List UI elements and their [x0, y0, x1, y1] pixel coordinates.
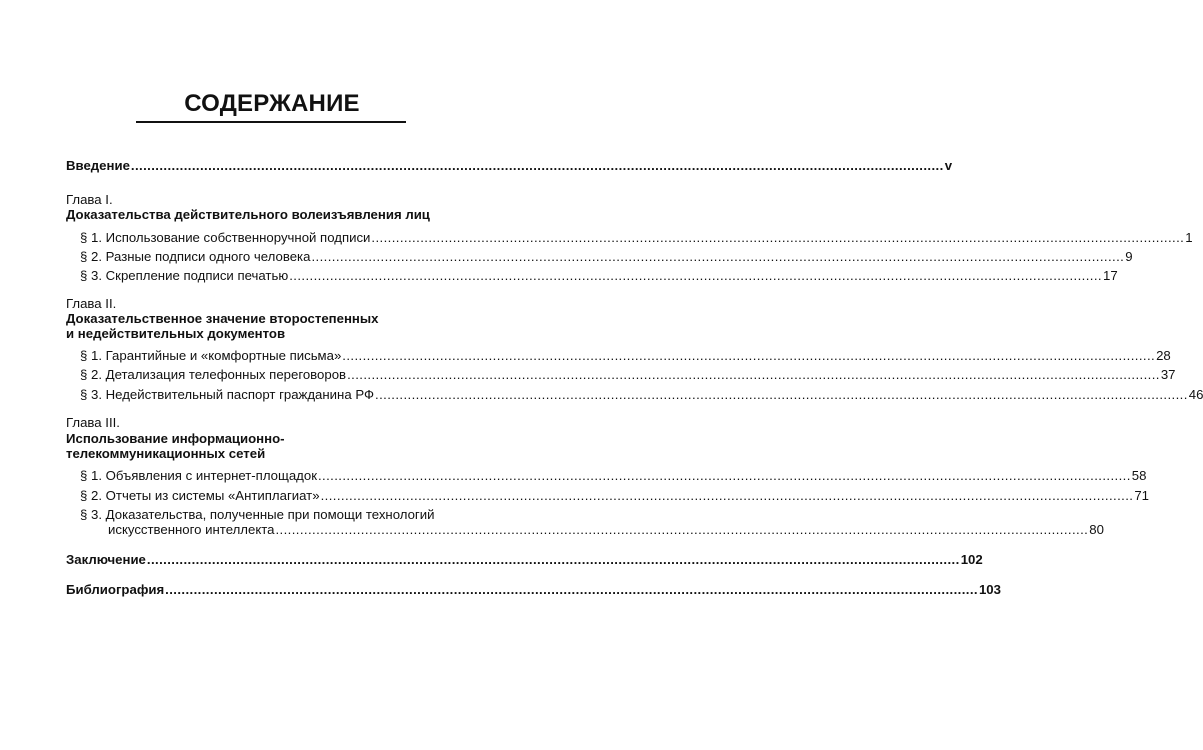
dot-leader: ........................................................................................................................................................................................................	[317, 468, 1131, 483]
toc-entry-ch3-s3-line-1[interactable]: § 3. Доказательства, полученные при помощи технологий	[80, 507, 435, 522]
dot-leader: ........................................................................................................................................................................................................	[146, 552, 960, 567]
toc-entry-page: 71	[1134, 488, 1150, 503]
chapter-3-title-line-2: телекоммуникационных сетей	[66, 446, 266, 461]
toc-entry-page: 103	[978, 582, 1001, 597]
toc-entry-page: 9	[1125, 249, 1133, 264]
toc-entry-page: 102	[960, 552, 983, 567]
toc-entry-label: § 1. Гарантийные и «комфортные письма»	[80, 348, 342, 363]
toc-entry-label: Введение	[66, 158, 130, 173]
dot-leader: ........................................................................................................................................................................................................	[371, 230, 1185, 245]
chapter-3-heading: Глава III.	[66, 415, 120, 430]
dot-leader: ........................................................................................................................................................................................................	[165, 582, 978, 597]
toc-entry-label: Заключение	[66, 552, 146, 567]
dot-leader: ........................................................................................................................................................................................................	[289, 268, 1102, 283]
toc-entry-ch1-s2[interactable]	[80, 249, 1133, 264]
dot-leader: ........................................................................................................................................................................................................	[347, 367, 1160, 382]
dot-leader: ........................................................................................................................................................................................................	[375, 387, 1188, 402]
toc-entry-ch2-s3[interactable]	[80, 387, 1203, 402]
toc-entry-label: § 2. Детализация телефонных переговоров	[80, 367, 347, 382]
toc-entry-page: 1	[1185, 230, 1193, 245]
toc-entry-ch2-s1[interactable]	[80, 348, 1171, 363]
toc-entry-page: 46	[1188, 387, 1203, 402]
toc-entry-page: 17	[1103, 268, 1118, 283]
toc-entry-label: Библиография	[66, 582, 165, 597]
toc-entry-label: искусственного интеллекта	[108, 522, 275, 537]
chapter-3-title-line-1: Использование информационно-	[66, 431, 285, 446]
toc-entry-page: 58	[1131, 468, 1147, 483]
toc-entry-ch1-s3[interactable]	[80, 268, 1118, 283]
toc-entry-ch3-s3[interactable]	[108, 522, 1104, 537]
chapter-1-title: Доказательства действительного волеизъявления лиц	[66, 207, 430, 222]
dot-leader: ........................................................................................................................................................................................................	[130, 158, 944, 173]
toc-entry-label: § 3. Недействительный паспорт гражданина РФ	[80, 387, 375, 402]
toc-entry-page: 80	[1089, 522, 1104, 537]
toc-entry-ch3-s2[interactable]	[80, 488, 1150, 503]
dot-leader: ........................................................................................................................................................................................................	[342, 348, 1156, 363]
page-title: СОДЕРЖАНИЕ	[184, 90, 360, 117]
toc-entry-page: v	[944, 158, 953, 173]
toc-entry-label: § 1. Использование собственноручной подписи	[80, 230, 371, 245]
toc-entry-conclusion[interactable]	[66, 552, 983, 567]
chapter-2-title-line-1: Доказательственное значение второстепенных	[66, 311, 379, 326]
toc-entry-bibliography[interactable]	[66, 582, 1001, 597]
toc-entry-label: § 3. Скрепление подписи печатью	[80, 268, 289, 283]
chapter-2-title-line-2: и недействительных документов	[66, 326, 286, 341]
chapter-2-heading: Глава II.	[66, 296, 117, 311]
title-underline	[136, 121, 406, 123]
toc-entry-label: § 2. Разные подписи одного человека	[80, 249, 311, 264]
toc-entry-ch2-s2[interactable]	[80, 367, 1176, 382]
dot-leader: ........................................................................................................................................................................................................	[275, 522, 1089, 537]
toc-entry-ch1-s1[interactable]	[80, 230, 1193, 245]
dot-leader: ........................................................................................................................................................................................................	[311, 249, 1125, 264]
toc-entry-label: § 1. Объявления с интернет-площадок	[80, 468, 317, 483]
toc-entry-page: 37	[1160, 367, 1176, 382]
toc-entry-ch3-s1[interactable]	[80, 468, 1147, 483]
toc-entry-page: 28	[1156, 348, 1171, 363]
toc-entry-intro[interactable]	[66, 158, 953, 173]
dot-leader: ........................................................................................................................................................................................................	[320, 488, 1134, 503]
toc-entry-label: § 2. Отчеты из системы «Антиплагиат»	[80, 488, 320, 503]
chapter-1-heading: Глава I.	[66, 192, 113, 207]
